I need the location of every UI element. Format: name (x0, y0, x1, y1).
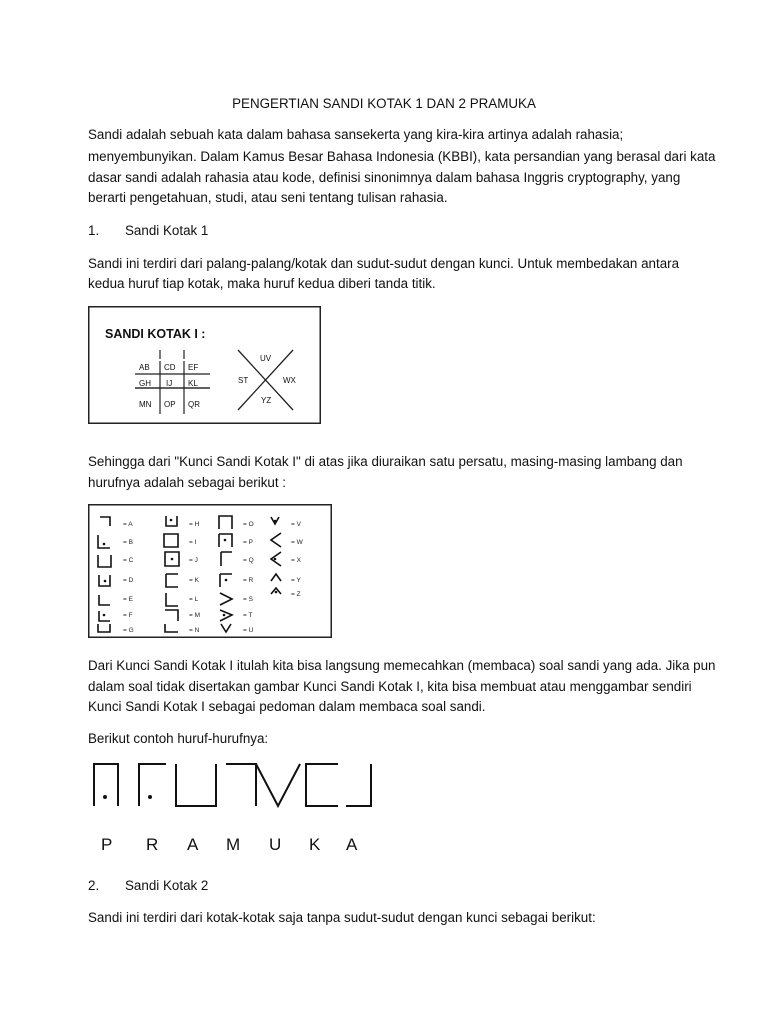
key-label-b: = B (123, 539, 133, 546)
grid-cell-cd: CD (164, 363, 176, 372)
example-label: Berikut contoh huruf-hurufnya: (88, 731, 269, 746)
key-label-n: = N (189, 627, 200, 634)
grid-cell-gh: GH (139, 379, 151, 388)
key-label-y: = Y (291, 577, 301, 584)
key-label-w: = W (291, 539, 303, 546)
key-label-x: = X (291, 557, 301, 564)
example-letter-u: U (269, 835, 283, 854)
grid-cell-ij: IJ (166, 379, 173, 388)
para2-line-1: Sehingga dari "Kunci Sandi Kotak I" di atas jika diuraikan satu persatu, masing-masing lambang dan (88, 454, 683, 469)
grid-cell-mn: MN (139, 400, 152, 409)
x-label-wx: WX (283, 376, 296, 385)
key-label-a: = A (123, 521, 133, 528)
grid-cell-op: OP (164, 400, 176, 409)
key-label-f: = F (123, 612, 133, 619)
example-letter-a2: A (346, 835, 359, 854)
intro-line-4: berarti pengetahuan, studi, atau seni tentang tulisan rahasia. (88, 190, 448, 205)
figure1-heading: SANDI KOTAK I : (105, 327, 206, 341)
grid-cell-ef: EF (188, 363, 199, 372)
key-label-q: = Q (243, 557, 254, 564)
section2-text: Sandi ini terdiri dari kotak-kotak saja tanpa sudut-sudut dengan kunci sebagai berikut: (88, 910, 596, 925)
example-letter-k: K (309, 835, 322, 854)
key-label-v: = V (291, 521, 301, 528)
key-label-o: = O (243, 521, 254, 528)
key-label-z: = Z (291, 591, 301, 598)
key-label-p: = P (243, 539, 253, 546)
key-label-r: = R (243, 577, 254, 584)
key-label-h: = H (189, 521, 200, 528)
intro-line-2: menyembunyikan. Dalam Kamus Besar Bahasa Indonesia (KBBI), kata persandian yang berasal dari kata (88, 149, 716, 164)
intro-line-3: dasar sandi adalah rahasia atau kode, definisi sinonimnya dalam bahasa Inggris cryptography, yang (88, 170, 681, 185)
para2-line-2: hurufnya adalah sebagai berikut : (88, 475, 287, 490)
key-label-g: = G (123, 627, 134, 634)
para3-line-3: Kunci Sandi Kotak I sebagai pedoman dalam membaca soal sandi. (88, 699, 486, 714)
section1-heading: Sandi Kotak 1 (125, 223, 209, 238)
page-title: PENGERTIAN SANDI KOTAK 1 DAN 2 PRAMUKA (232, 96, 536, 111)
para3-line-1: Dari Kunci Sandi Kotak I itulah kita bisa langsung memecahkan (membaca) soal sandi yang ada. Jika pun (88, 658, 716, 673)
key-label-t: = T (243, 612, 253, 619)
key-label-s: = S (243, 596, 253, 603)
key-label-j: = J (189, 557, 198, 564)
grid-cell-kl: KL (188, 379, 198, 388)
key-label-e: = E (123, 596, 133, 603)
key-label-k: = K (189, 577, 199, 584)
key-label-d: = D (123, 577, 134, 584)
key-label-c: = C (123, 557, 134, 564)
key-label-m: = M (189, 612, 201, 619)
section1-text-line-1: Sandi ini terdiri dari palang-palang/kotak dan sudut-sudut dengan kunci. Untuk membedakan antara (88, 256, 680, 271)
para3-line-2: dalam soal tidak disertakan gambar Kunci Sandi Kotak I, kita bisa membuat atau menggambar sendiri (88, 679, 692, 694)
section1-number: 1. (88, 223, 100, 238)
example-letter-m: M (226, 835, 242, 854)
sandi-kotak-1-figure (88, 306, 321, 424)
sandi-kotak-1-key-figure (88, 504, 332, 638)
section2-heading: Sandi Kotak 2 (125, 878, 209, 893)
example-letter-r: R (146, 835, 160, 854)
x-label-st: ST (238, 376, 249, 385)
x-label-uv: UV (260, 354, 272, 363)
pramuka-example-figure (88, 758, 378, 858)
section1-text-line-2: kedua huruf tiap kotak, maka huruf kedua diberi tanda titik. (88, 276, 436, 291)
intro-line-1: Sandi adalah sebuah kata dalam bahasa sansekerta yang kira-kira artinya adalah rahasia; (88, 127, 624, 142)
example-letter-p: P (101, 835, 114, 854)
key-label-u: = U (243, 627, 254, 634)
grid-cell-qr: QR (188, 400, 200, 409)
x-label-yz: YZ (261, 396, 272, 405)
key-label-l: = L (189, 596, 199, 603)
grid-cell-ab: AB (139, 363, 150, 372)
section2-number: 2. (88, 878, 100, 893)
example-letter-a1: A (187, 835, 200, 854)
key-label-i: = I (189, 539, 197, 546)
